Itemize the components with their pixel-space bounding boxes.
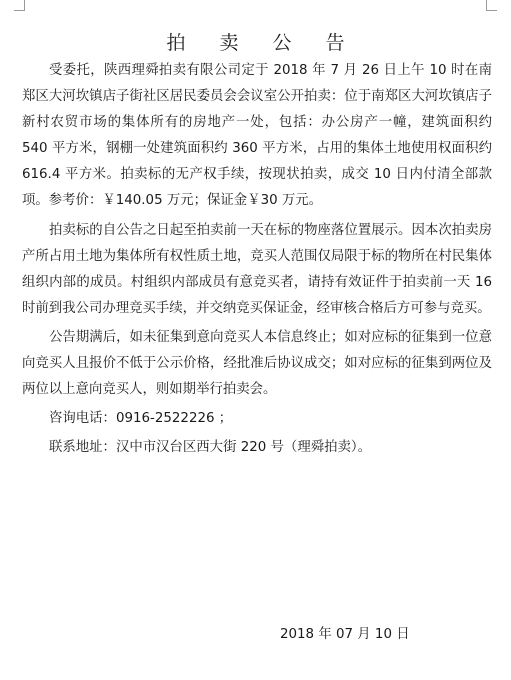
document-title: 拍 卖 公 告 [166,32,359,54]
paragraph-auction-details: 受委托，陕西理舜拍卖有限公司定于 2018 年 7 月 26 日上午 10 时在南郑区大河坎镇店子街社区居民委员会会议室公开拍卖：位于南郑区大河坎镇店子新村农贸市场的集体所有的房地产一处，包括：办公房产一幢，建筑面积约 540 平方米，钢棚一处建筑面积约 360 平方米，占用的集体土地使用权面积约 616.4 平方米。拍卖标的无产权手续，按现状拍卖，成交 10 日内付清全部款项。参考价：￥140.05 万元；保证金￥30 万元。 [22,63,492,209]
contact-address: 联系地址：汉中市汉台区西大街 220 号（理舜拍卖）。 [49,440,371,456]
document-date: 2018 年 07 月 10 日 [280,627,410,642]
page-corner-mark-left [14,0,25,11]
page-corner-mark-right [486,0,497,11]
document-body [22,58,492,464]
paragraph-notice-period: 公告期满后，如未征集到意向竞买人本信息终止；如对应标的征集到一位意向竞买人且报价不低于公示价格，经批准后协议成交；如对应标的征集到两位及两位以上意向竞买人，则如期举行拍卖会。 [22,329,492,398]
paragraph-bidder-eligibility: 拍卖标的自公告之日起至拍卖前一天在标的物座落位置展示。因本次拍卖房产所占用土地为集体所有权性质土地，竞买人范围仅局限于标的物所在村民集体组织内部的成员。村组织内部成员有意竞买者，请持有效证件于拍卖前一天 16 时前到我公司办理竞买手续，并交纳竞买保证金，经审核合格后方可参与竞买。 [22,222,492,316]
contact-phone: 咨询电话：0916-2522226 ； [49,411,233,427]
